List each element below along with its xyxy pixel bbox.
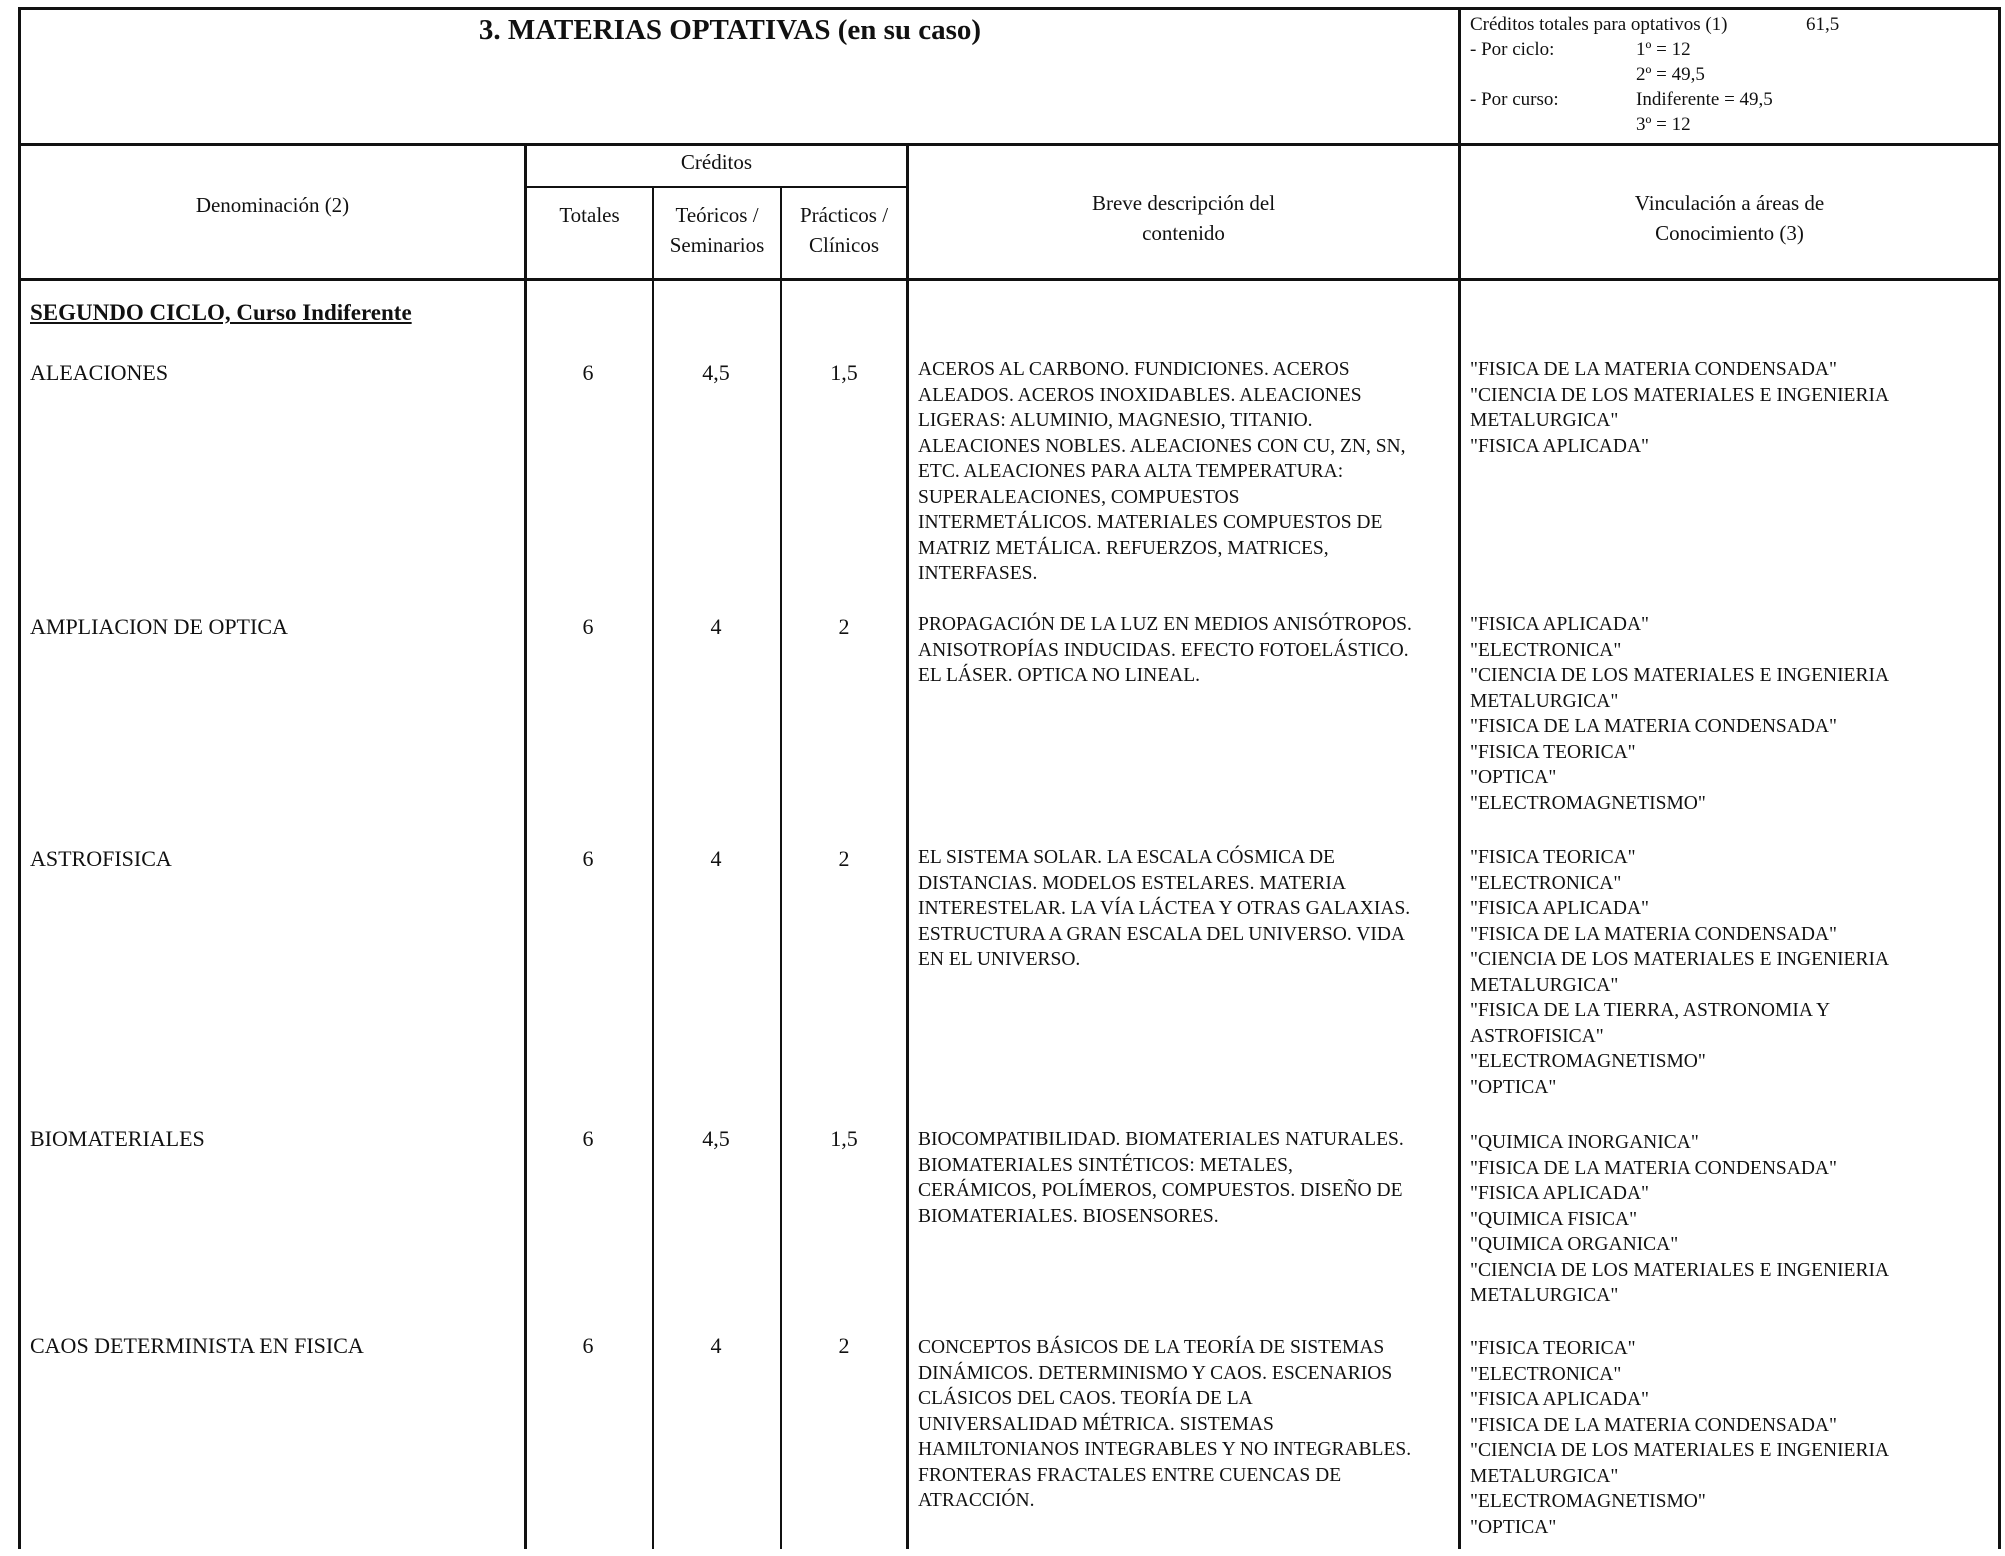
header-vinculacion-line1: Vinculación a áreas de bbox=[1634, 191, 1825, 215]
area-line: "CIENCIA DE LOS MATERIALES E INGENIERIA bbox=[1470, 1440, 1890, 1461]
area-line: "FISICA TEORICA" bbox=[1470, 741, 1636, 763]
description-line: CLÁSICOS DEL CAOS. TEORÍA DE LA bbox=[918, 1388, 1253, 1409]
area-line: "CIENCIA DE LOS MATERIALES E INGENIERIA bbox=[1470, 1259, 1890, 1281]
area-line: METALURGICA" bbox=[1470, 974, 1619, 996]
area-line: "OPTICA" bbox=[1470, 1076, 1557, 1098]
area-line: "FISICA APLICADA" bbox=[1470, 435, 1649, 457]
area-line: "ELECTRONICA" bbox=[1470, 1363, 1622, 1385]
row-name: ALEACIONES bbox=[30, 360, 169, 385]
area-line: "ELECTROMAGNETISMO" bbox=[1470, 1051, 1706, 1072]
area-line: METALURGICA" bbox=[1470, 1285, 1619, 1306]
description-line: ATRACCIÓN. bbox=[918, 1490, 1035, 1511]
area-line: "OPTICA" bbox=[1470, 1516, 1557, 1538]
area-line: "CIENCIA DE LOS MATERIALES E INGENIERIA bbox=[1470, 384, 1890, 406]
area-line: "CIENCIA DE LOS MATERIALES E INGENIERIA bbox=[1470, 665, 1890, 686]
description-line: ANISOTROPÍAS INDUCIDAS. EFECTO FOTOELÁSTICO. bbox=[918, 639, 1409, 661]
header-creditos-label: Créditos bbox=[680, 150, 753, 174]
description-line: EL LÁSER. OPTICA NO LINEAL. bbox=[918, 665, 1201, 686]
description-line: BIOMATERIALES. BIOSENSORES. bbox=[918, 1205, 1219, 1227]
summary-curso-1: Indiferente = 49,5 bbox=[1636, 89, 1773, 110]
area-line: "FISICA APLICADA" bbox=[1470, 1183, 1649, 1204]
row-totales: 6 bbox=[582, 614, 594, 639]
row-teoricos: 4 bbox=[710, 1333, 722, 1358]
page-title: 3. MATERIAS OPTATIVAS (en su caso) bbox=[478, 14, 982, 46]
row-description bbox=[918, 1127, 1458, 1229]
row-description bbox=[918, 845, 1458, 973]
description-line: FRONTERAS FRACTALES ENTRE CUENCAS DE bbox=[918, 1464, 1342, 1486]
summary-total-value: 61,5 bbox=[1806, 14, 1840, 35]
header-practicos-line1: Prácticos / bbox=[799, 203, 889, 227]
area-line: "FISICA DE LA MATERIA CONDENSADA" bbox=[1470, 1157, 1837, 1179]
description-line: CERÁMICOS, POLÍMEROS, COMPUESTOS. DISEÑO DE bbox=[918, 1180, 1403, 1201]
header-descripcion-line2: contenido bbox=[1142, 221, 1225, 245]
description-line: BIOCOMPATIBILIDAD. BIOMATERIALES NATURALES. bbox=[918, 1129, 1404, 1150]
row-totales: 6 bbox=[582, 1333, 594, 1358]
header-vinculacion bbox=[1461, 188, 1998, 248]
row-areas bbox=[1470, 1130, 1970, 1309]
row-totales: 6 bbox=[582, 846, 594, 871]
row-teoricos: 4 bbox=[710, 614, 722, 639]
area-line: ASTROFISICA" bbox=[1470, 1025, 1604, 1047]
border-left bbox=[18, 7, 21, 1549]
header-totales bbox=[527, 200, 652, 230]
area-line: "FISICA APLICADA" bbox=[1470, 614, 1649, 635]
row-name: CAOS DETERMINISTA EN FISICA bbox=[30, 1333, 364, 1358]
area-line: "FISICA DE LA MATERIA CONDENSADA" bbox=[1470, 923, 1837, 945]
row-areas bbox=[1470, 1336, 1970, 1540]
description-line: PROPAGACIÓN DE LA LUZ EN MEDIOS ANISÓTROPOS. bbox=[918, 614, 1412, 635]
description-line: BIOMATERIALES SINTÉTICOS: METALES, bbox=[918, 1154, 1293, 1176]
row-practicos: 2 bbox=[838, 846, 850, 871]
row-description bbox=[918, 1335, 1458, 1514]
description-line: HAMILTONIANOS INTEGRABLES Y NO INTEGRABLES. bbox=[918, 1439, 1412, 1460]
description-line: LIGERAS: ALUMINIO, MAGNESIO, TITANIO. bbox=[918, 410, 1313, 431]
row-name: BIOMATERIALES bbox=[30, 1126, 205, 1151]
description-line: ALEADOS. ACEROS INOXIDABLES. ALEACIONES bbox=[918, 384, 1362, 406]
area-line: "ELECTRONICA" bbox=[1470, 639, 1622, 661]
summary-ciclo-1: 1º = 12 bbox=[1636, 39, 1691, 60]
description-line: DINÁMICOS. DETERMINISMO Y CAOS. ESCENARIOS bbox=[918, 1362, 1393, 1384]
row-name: ASTROFISICA bbox=[30, 846, 172, 871]
header-practicos-line2: Clínicos bbox=[808, 233, 879, 257]
area-line: "QUIMICA FISICA" bbox=[1470, 1208, 1638, 1230]
area-line: "ELECTROMAGNETISMO" bbox=[1470, 792, 1706, 814]
area-line: "OPTICA" bbox=[1470, 767, 1557, 788]
summary-curso-2: 3º = 12 bbox=[1636, 114, 1691, 135]
border-top bbox=[18, 7, 2001, 10]
border-col-descripcion bbox=[906, 143, 909, 1549]
description-line: SUPERALEACIONES, COMPUESTOS bbox=[918, 486, 1240, 508]
row-practicos: 2 bbox=[838, 1333, 850, 1358]
summary-curso-label: - Por curso: bbox=[1470, 89, 1559, 110]
description-line: ETC. ALEACIONES PARA ALTA TEMPERATURA: bbox=[918, 461, 1344, 482]
area-line: "FISICA TEORICA" bbox=[1470, 1338, 1636, 1359]
area-line: "FISICA DE LA MATERIA CONDENSADA" bbox=[1470, 1414, 1837, 1436]
header-creditos bbox=[527, 147, 906, 177]
row-description bbox=[918, 612, 1458, 689]
row-areas bbox=[1470, 612, 1970, 816]
header-teoricos bbox=[654, 200, 780, 260]
border-right bbox=[1998, 7, 2001, 1549]
description-line: INTERFASES. bbox=[918, 563, 1038, 584]
area-line: "QUIMICA INORGANICA" bbox=[1470, 1132, 1699, 1153]
border-col-teoricos bbox=[652, 186, 654, 1549]
description-line: MATRIZ METÁLICA. REFUERZOS, MATRICES, bbox=[918, 537, 1329, 559]
row-areas bbox=[1470, 357, 1970, 459]
row-name: AMPLIACION DE OPTICA bbox=[30, 614, 288, 639]
border-col-practicos bbox=[780, 186, 782, 1549]
row-teoricos: 4,5 bbox=[702, 1126, 730, 1151]
row-teoricos: 4,5 bbox=[702, 360, 730, 385]
summary-ciclo-label: - Por ciclo: bbox=[1470, 39, 1555, 60]
header-denominacion-label: Denominación (2) bbox=[195, 193, 350, 217]
row-practicos: 2 bbox=[838, 614, 850, 639]
area-line: "ELECTRONICA" bbox=[1470, 872, 1622, 894]
row-practicos: 1,5 bbox=[830, 360, 858, 385]
border-columns-bottom bbox=[18, 278, 2001, 281]
area-line: "FISICA TEORICA" bbox=[1470, 847, 1636, 868]
area-line: "ELECTROMAGNETISMO" bbox=[1470, 1491, 1706, 1512]
area-line: "FISICA DE LA MATERIA CONDENSADA" bbox=[1470, 716, 1837, 737]
header-descripcion-line1: Breve descripción del bbox=[1091, 191, 1276, 215]
description-line: CONCEPTOS BÁSICOS DE LA TEORÍA DE SISTEMAS bbox=[918, 1337, 1385, 1358]
row-teoricos: 4 bbox=[710, 846, 722, 871]
area-line: "QUIMICA ORGANICA" bbox=[1470, 1234, 1679, 1255]
header-vinculacion-line2: Conocimiento (3) bbox=[1655, 221, 1804, 245]
header-totales-label: Totales bbox=[559, 203, 620, 227]
description-line: ALEACIONES NOBLES. ALEACIONES CON CU, ZN, SN, bbox=[918, 435, 1406, 457]
description-line: EN EL UNIVERSO. bbox=[918, 949, 1081, 970]
area-line: METALURGICA" bbox=[1470, 1465, 1619, 1487]
row-totales: 6 bbox=[582, 360, 594, 385]
description-line: INTERESTELAR. LA VÍA LÁCTEA Y OTRAS GALAXIAS. bbox=[918, 898, 1411, 919]
row-practicos: 1,5 bbox=[830, 1126, 858, 1151]
description-line: DISTANCIAS. MODELOS ESTELARES. MATERIA bbox=[918, 872, 1346, 894]
area-line: "FISICA DE LA TIERRA, ASTRONOMIA Y bbox=[1470, 1000, 1831, 1021]
area-line: "FISICA APLICADA" bbox=[1470, 898, 1649, 919]
header-teoricos-line1: Teóricos / bbox=[675, 203, 759, 227]
row-areas bbox=[1470, 845, 1970, 1100]
header-practicos bbox=[782, 200, 906, 260]
area-line: "CIENCIA DE LOS MATERIALES E INGENIERIA bbox=[1470, 949, 1890, 970]
row-totales: 6 bbox=[582, 1126, 594, 1151]
header-denominacion bbox=[21, 190, 524, 220]
section-label: SEGUNDO CICLO, Curso Indiferente bbox=[30, 300, 412, 325]
area-line: "FISICA DE LA MATERIA CONDENSADA" bbox=[1470, 359, 1837, 380]
area-line: "FISICA APLICADA" bbox=[1470, 1389, 1649, 1410]
border-col-totales bbox=[524, 143, 527, 1549]
area-line: METALURGICA" bbox=[1470, 690, 1619, 712]
description-line: ESTRUCTURA A GRAN ESCALA DEL UNIVERSO. VIDA bbox=[918, 923, 1405, 945]
summary-total-label: Créditos totales para optativos (1) bbox=[1470, 14, 1728, 35]
description-line: INTERMETÁLICOS. MATERIALES COMPUESTOS DE bbox=[918, 512, 1383, 533]
description-line: EL SISTEMA SOLAR. LA ESCALA CÓSMICA DE bbox=[918, 847, 1335, 868]
description-line: UNIVERSALIDAD MÉTRICA. SISTEMAS bbox=[918, 1413, 1274, 1435]
border-header-bottom bbox=[18, 143, 2001, 146]
area-line: METALURGICA" bbox=[1470, 410, 1619, 431]
header-teoricos-line2: Seminarios bbox=[669, 233, 765, 257]
summary-ciclo-2: 2º = 49,5 bbox=[1636, 64, 1705, 85]
border-creditos-divider bbox=[524, 186, 908, 188]
row-description bbox=[918, 357, 1458, 587]
header-descripcion bbox=[909, 188, 1458, 248]
description-line: ACEROS AL CARBONO. FUNDICIONES. ACEROS bbox=[918, 359, 1350, 380]
